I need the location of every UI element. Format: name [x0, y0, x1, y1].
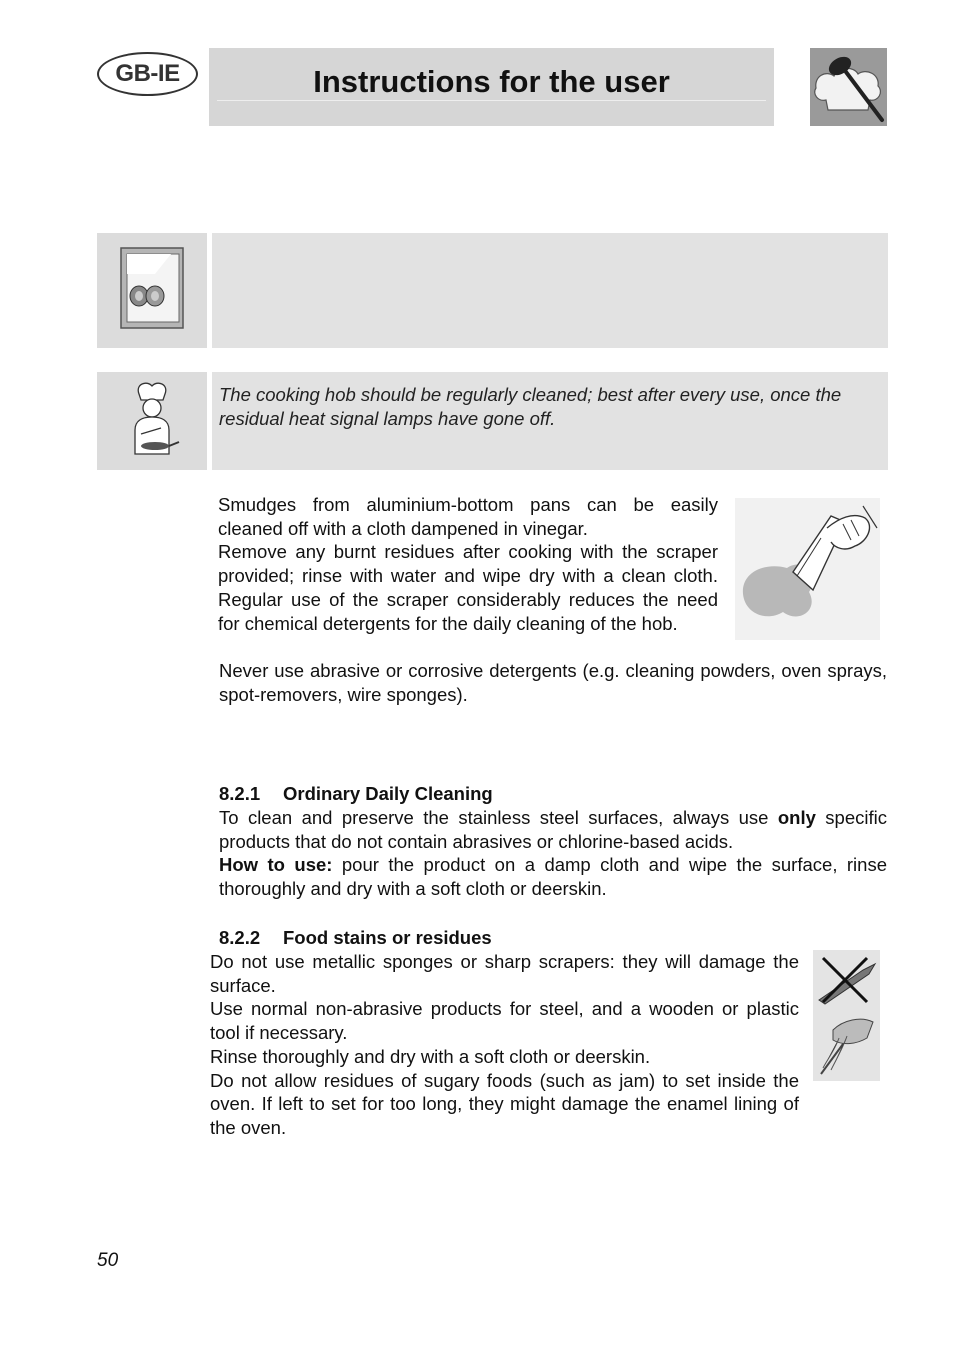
hob-paragraph-1: Smudges from aluminium-bottom pans can be easily cleaned off with a cloth dampened in vinegar.	[218, 494, 718, 539]
how-to-use-label: How to use:	[219, 854, 333, 876]
header-title-bar	[209, 48, 774, 126]
stains-paragraph-3: Rinse thoroughly and dry with a soft cloth or deerskin.	[210, 1045, 651, 1067]
note-icon-panel	[97, 372, 207, 470]
daily-cleaning-block	[219, 806, 887, 901]
stains-paragraph-4: Do not allow residues of sugary foods (such as jam) to set inside the oven. If left to set for too long, they might damage the enamel lining of the oven.	[210, 1069, 799, 1138]
how-to-use-text: pour the product on a damp cloth and wipe the surface, rinse thoroughly and dry with a soft cloth or deerskin.	[219, 854, 887, 900]
stains-paragraph-2: Use normal non-abrasive products for steel, and a wooden or plastic tool if necessary.	[210, 998, 799, 1044]
section-heading-panel	[212, 233, 888, 348]
section-title: Ordinary Daily Cleaning	[283, 783, 493, 804]
oven-cleaning-icon	[117, 244, 187, 337]
daily-text-b: specific products that do not contain abrasives or chlorine-based acids.	[219, 807, 887, 852]
no-knife-use-brush-icon	[813, 950, 880, 1081]
hob-paragraph-2: Remove any burnt residues after cooking with the scraper provided; rinse with water and wipe dry with a clean cloth. Regular use of the scraper considerably reduces the need for chemical detergents for the daily cleaning of the hob.	[218, 541, 718, 634]
daily-text-a: To clean and preserve the stainless steel surfaces, always use	[219, 807, 778, 828]
daily-text-bold: only	[777, 807, 816, 828]
daily-cleaning-paragraph-1	[219, 806, 887, 853]
page-number: 50	[97, 1250, 119, 1271]
scraper-hob-icon	[735, 498, 880, 640]
section-heading-8-2-2	[219, 926, 492, 950]
food-stains-block	[210, 950, 799, 1140]
stains-paragraph-1: Do not use metallic sponges or sharp scrapers: they will damage the surface.	[210, 951, 799, 996]
note-text: The cooking hob should be regularly cleaned; best after every use, once the residual heat signal lamps have gone off.	[219, 384, 842, 429]
chef-hat-spoon-icon	[810, 48, 887, 126]
hob-cleaning-block	[218, 493, 718, 635]
section-icon-panel	[97, 233, 207, 348]
hob-warning-block	[219, 659, 887, 706]
page-title: Instructions for the user	[313, 64, 670, 99]
section-number: 8.2.2	[219, 927, 261, 948]
section-heading-8-2-1	[219, 782, 493, 806]
title-divider	[217, 100, 766, 101]
daily-cleaning-paragraph-2	[219, 853, 887, 900]
chef-icon	[121, 380, 183, 463]
section-number: 8.2.1	[219, 783, 261, 804]
section-title: Food stains or residues	[283, 927, 492, 948]
hob-warning: Never use abrasive or corrosive detergents (e.g. cleaning powders, oven sprays, spot-removers, wire sponges).	[219, 660, 887, 705]
region-badge: GB-IE	[97, 52, 198, 96]
